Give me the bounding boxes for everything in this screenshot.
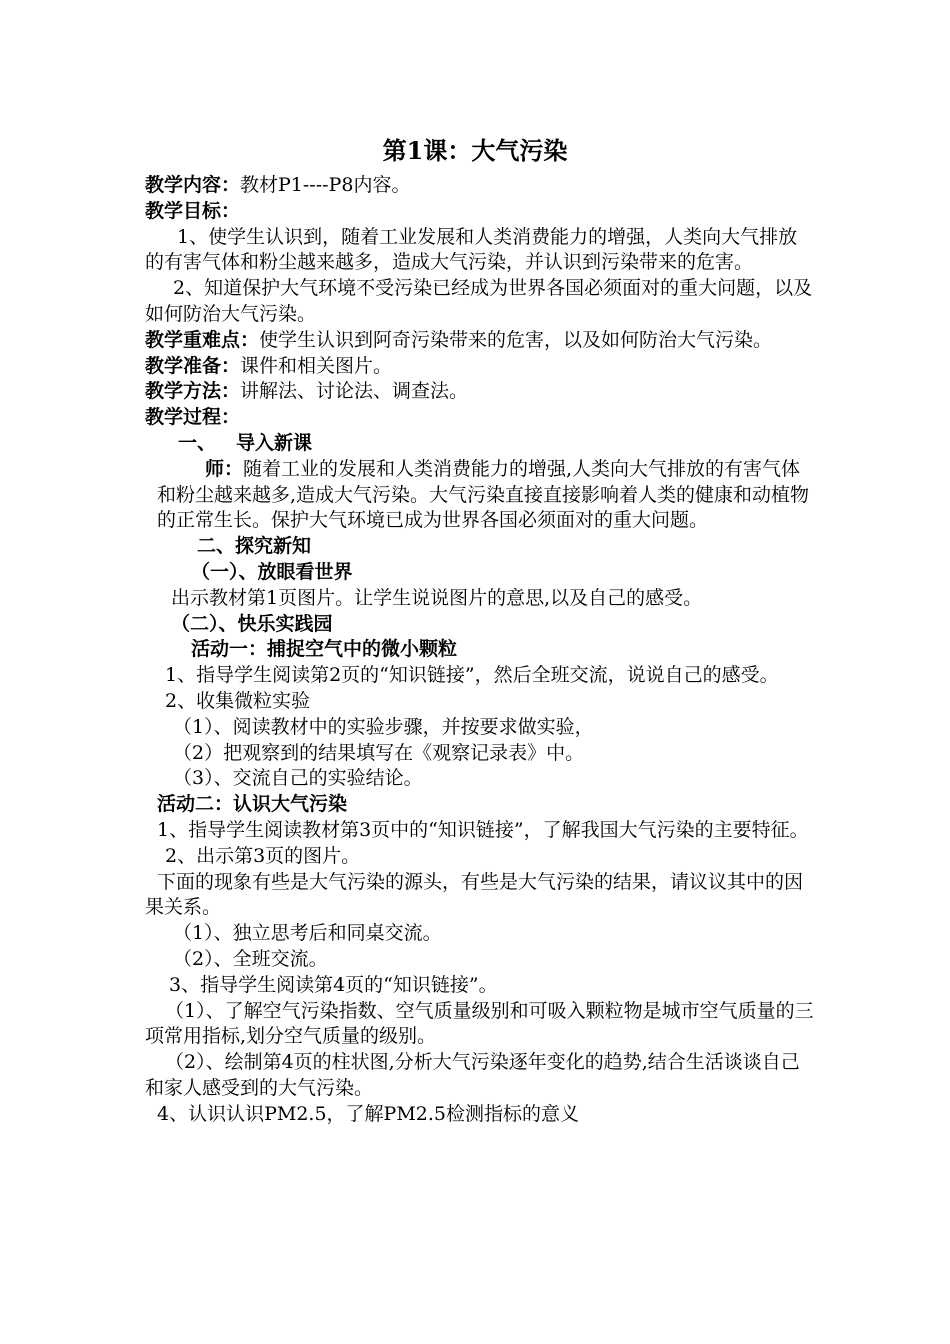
activity-1-item: （1）、阅读教材中的实验步骤，并按要求做实验， bbox=[173, 715, 594, 738]
goal-item-2: 2、知道保护大气环境不受污染已经成为世界各国必须面对的重大问题，以及如何防治大气污染。 bbox=[145, 277, 813, 325]
content-text: 教材P1----P8内容。 bbox=[240, 174, 411, 196]
part-1-title: （一）、放眼看世界 bbox=[191, 560, 353, 583]
section-1-heading bbox=[145, 431, 815, 457]
activity-2-title: 活动二：认识大气污染 bbox=[157, 793, 348, 816]
activity-2-item: （2）、全班交流。 bbox=[173, 947, 328, 970]
activity-1-item: 1、指导学生阅读第2页的“知识链接”，然后全班交流，说说自己的感受。 bbox=[165, 664, 779, 687]
activity-1-title: 活动一：捕捉空气中的微小颗粒 bbox=[191, 638, 458, 661]
teacher-label: 师： bbox=[205, 457, 244, 480]
part-2-title: （二）、快乐实践园 bbox=[171, 612, 333, 635]
activity-1-item: 2、收集微粒实验 bbox=[165, 689, 311, 712]
activity-2-item: 下面的现象有些是大气污染的源头，有些是大气污染的结果，请议议其中的因果关系。 bbox=[145, 870, 804, 919]
activity-2-item: 1、指导学生阅读教材第3页中的“知识链接”，了解我国大气污染的主要特征。 bbox=[157, 818, 809, 841]
activity-1-item: （3）、交流自己的实验结论。 bbox=[173, 767, 423, 790]
lesson-body bbox=[145, 173, 815, 1127]
keypoints-text: 使学生认识到阿奇污染带来的危害，以及如何防治大气污染。 bbox=[259, 328, 773, 351]
part-1-text: 出示教材第1页图片。让学生说说图片的意思,以及自己的感受。 bbox=[171, 586, 703, 609]
activity-2-item: 2、出示第3页的图片。 bbox=[165, 844, 361, 867]
keypoints-row bbox=[145, 328, 815, 354]
content-row bbox=[145, 173, 815, 199]
activity-2-item: 4、认识认识PM2.5，了解PM2.5检测指标的意义 bbox=[157, 1102, 579, 1125]
section-1-number: 一、 bbox=[178, 431, 217, 454]
methods-row bbox=[145, 379, 815, 405]
prep-label: 教学准备： bbox=[145, 354, 241, 377]
methods-label: 教学方法： bbox=[145, 380, 241, 403]
teacher-paragraph bbox=[145, 457, 815, 534]
goals-label: 教学目标： bbox=[145, 199, 241, 222]
page-title: 第1课：大气污染 bbox=[382, 136, 568, 165]
keypoints-label: 教学重难点： bbox=[145, 328, 260, 351]
process-label: 教学过程： bbox=[145, 406, 241, 429]
section-2-title: 二、探究新知 bbox=[197, 535, 312, 558]
content-label: 教学内容： bbox=[145, 174, 241, 196]
section-1-title: 导入新课 bbox=[236, 431, 313, 454]
prep-row bbox=[145, 354, 815, 380]
activity-1-item: （2）把观察到的结果填写在《观察记录表》中。 bbox=[173, 741, 585, 764]
activity-2-item: （2）、绘制第4页的柱状图,分析大气污染逐年变化的趋势,结合生活谈谈自己和家人感受到的大气污染。 bbox=[145, 1051, 800, 1099]
activity-2-item: 3、指导学生阅读第4页的“知识链接”。 bbox=[169, 973, 498, 996]
activity-2-item: （1）、了解空气污染指数、空气质量级别和可吸入颗粒物是城市空气质量的三项常用指标,划分空气质量的级别。 bbox=[145, 999, 814, 1048]
goal-item-1: 1、使学生认识到，随着工业发展和人类消费能力的增强，人类向大气排放的有害气体和粉尘越来越多，造成大气污染，并认识到污染带来的危害。 bbox=[145, 225, 798, 274]
teacher-text: 随着工业的发展和人类消费能力的增强,人类向大气排放的有害气体和粉尘越来越多,造成大气污染。大气污染直接直接影响着人类的健康和动植物的正常生长。保护大气环境已成为世界各国必须面对的重大问题。 bbox=[157, 457, 810, 532]
activity-2-item: （1）、独立思考后和同桌交流。 bbox=[173, 922, 442, 945]
methods-text: 讲解法、讨论法、调查法。 bbox=[240, 380, 469, 403]
prep-text: 课件和相关图片。 bbox=[240, 354, 393, 377]
